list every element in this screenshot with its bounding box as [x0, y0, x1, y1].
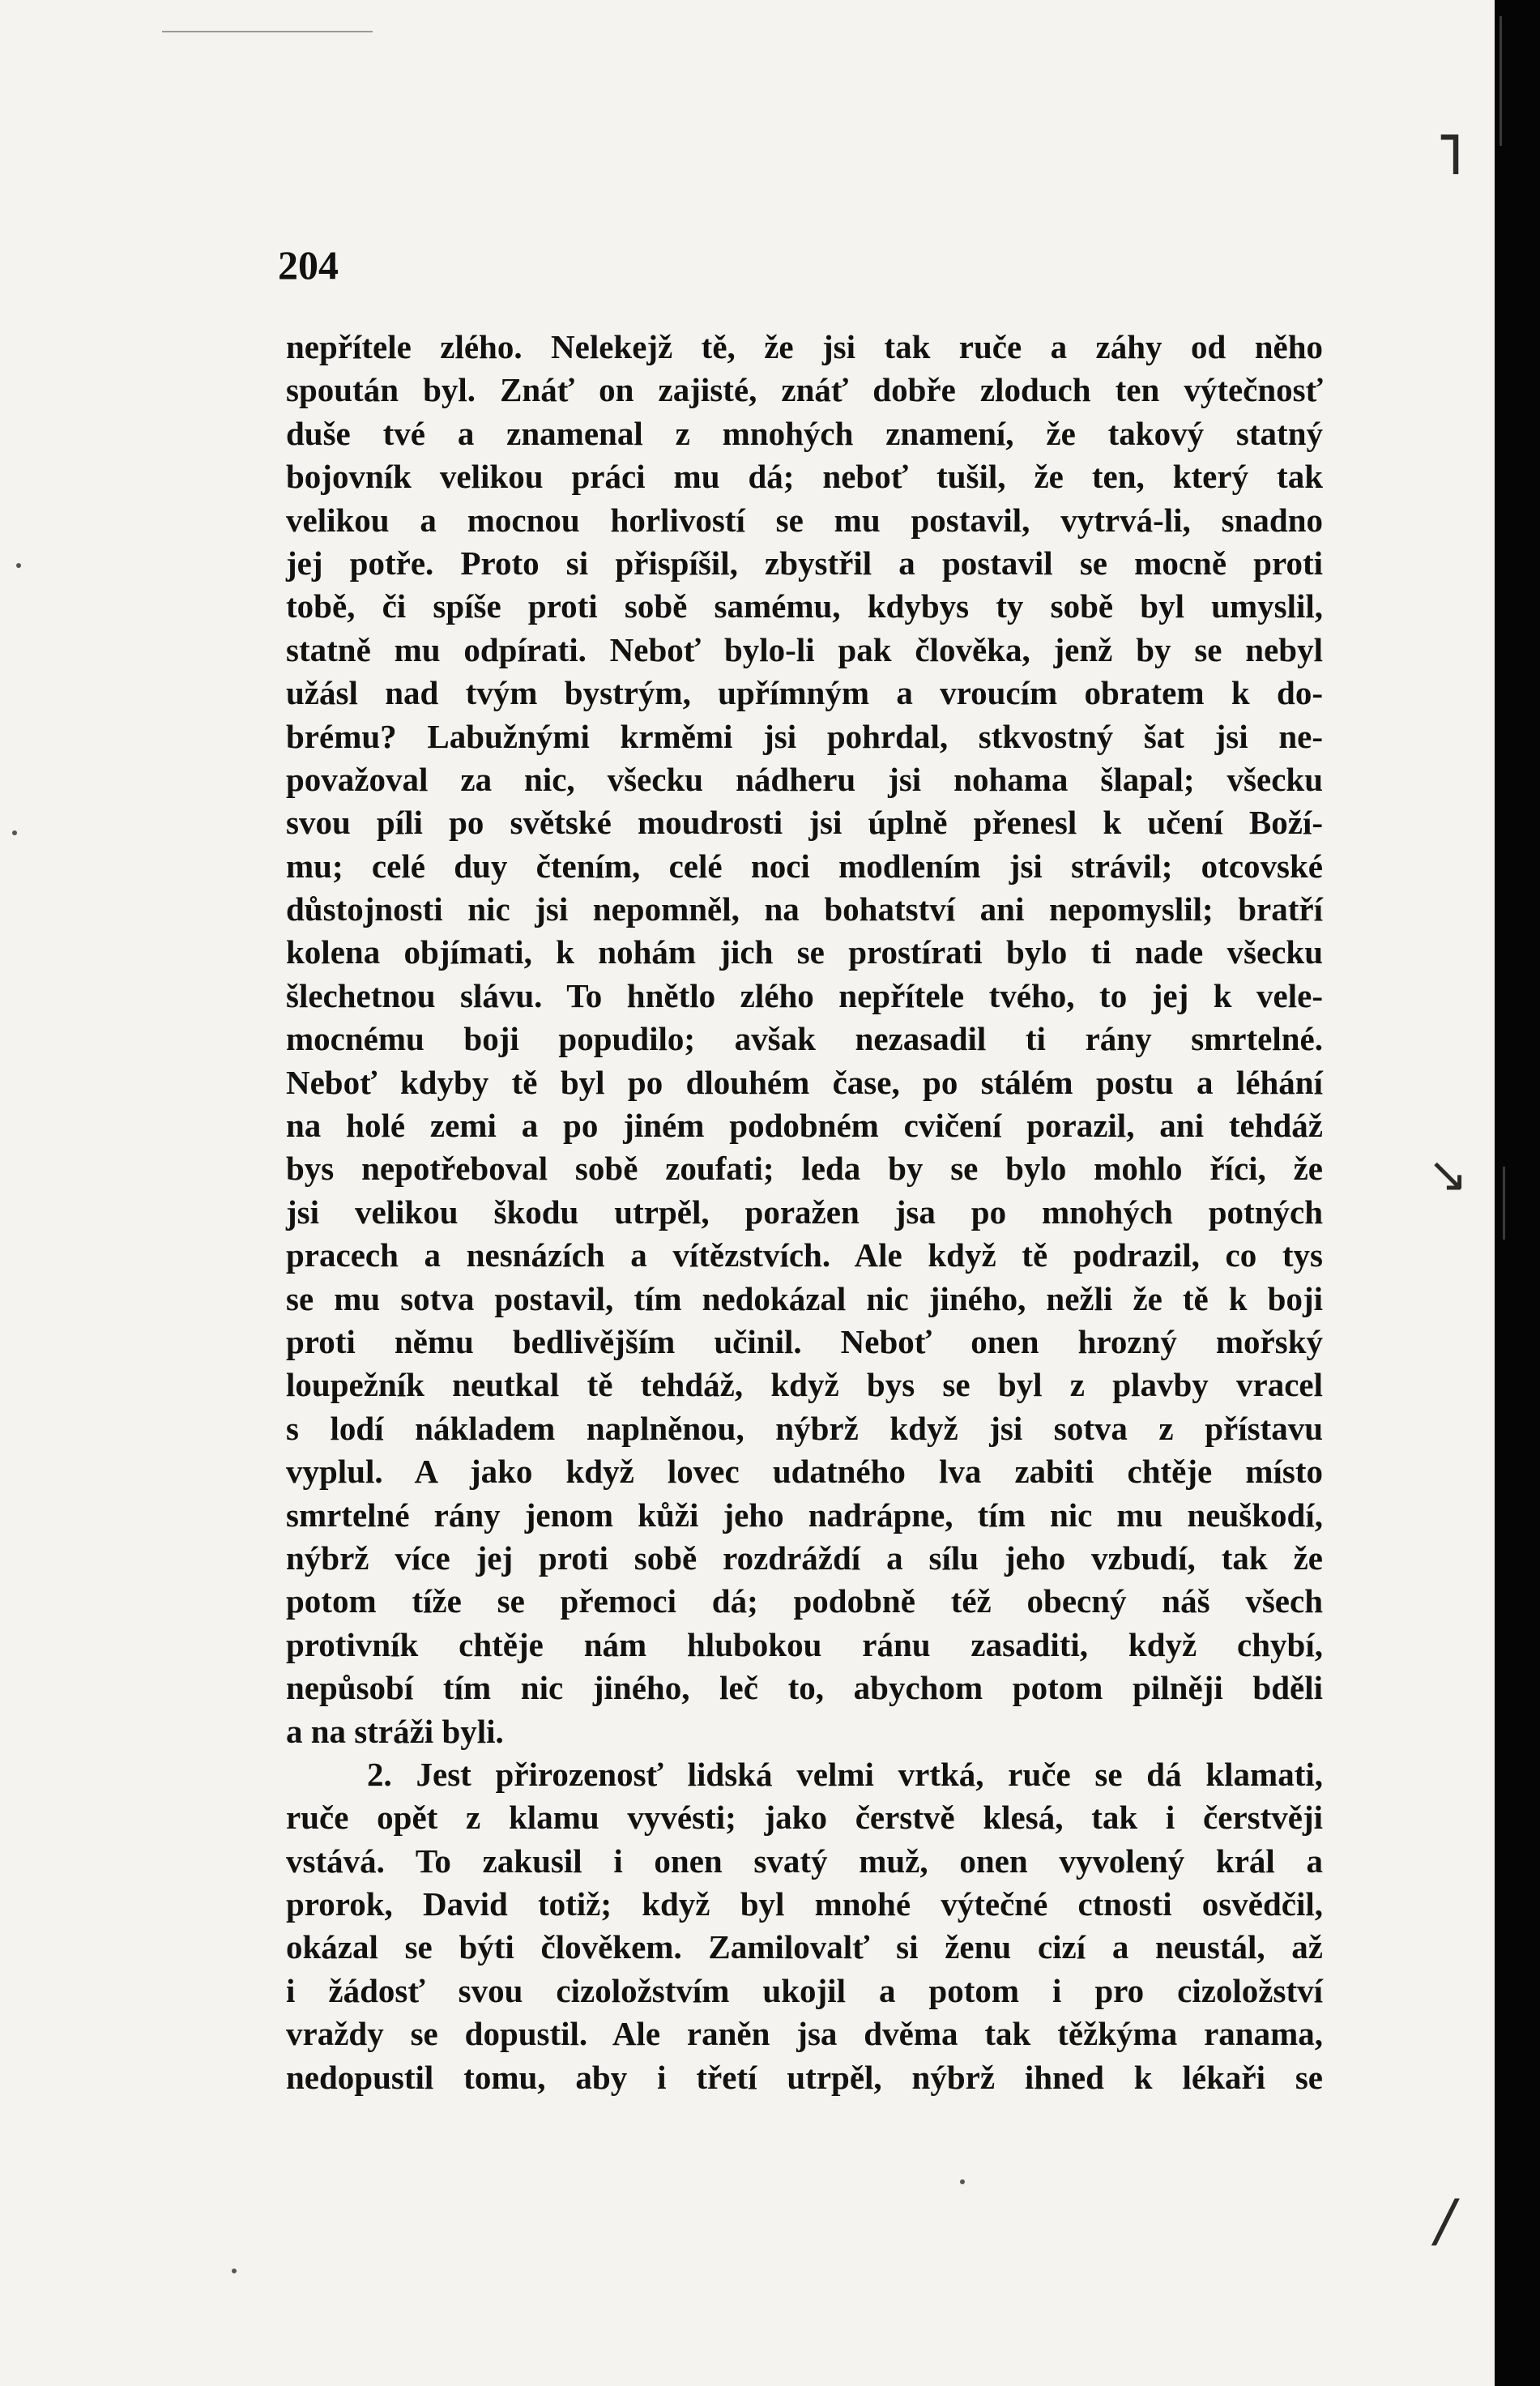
text-line: jsi velikou škodu utrpěl, poražen jsa po mnohých potných	[286, 1193, 1323, 1231]
text-line: nepůsobí tím nic jiného, leč to, abychom potom pilněji bděli	[286, 1669, 1323, 1707]
text-line: bojovník velikou práci mu dá; neboť tušil, že ten, který tak	[286, 458, 1323, 496]
text-line: i žádosť svou cizoložstvím ukojil a potom i pro cizoložství	[286, 1971, 1323, 2009]
text-line: ruče opět z klamu vyvésti; jako čerstvě klesá, tak i čerstvěji	[286, 1799, 1323, 1837]
text-line: svou píli po světské moudrosti jsi úplně přenesl k učení Boží-	[286, 804, 1323, 842]
text-line: bys nepotřeboval sobě zoufati; leda by se bylo mohlo říci, že	[286, 1150, 1323, 1188]
text-line: užásl nad tvým bystrým, upřímným a vroucím obratem k do-	[286, 674, 1323, 712]
text-line: se mu sotva postavil, tím nedokázal nic jiného, nežli že tě k boji	[286, 1279, 1323, 1317]
text-line: nýbrž více jej proti sobě rozdráždí a sílu jeho vzbudí, tak že	[286, 1539, 1323, 1577]
margin-scratch-mark: ˥	[1435, 122, 1464, 188]
body-text	[286, 326, 1323, 2099]
text-line: mu; celé duy čtením, celé noci modlením jsi strávil; otcovské	[286, 847, 1323, 885]
text-line: šlechetnou slávu. To hnětlo zlého nepřítele tvého, to jej k vele-	[286, 976, 1323, 1014]
text-line: nedopustil tomu, aby i třetí utrpěl, nýbrž ihned k lékaři se	[286, 2058, 1323, 2096]
scan-speck	[16, 563, 21, 568]
text-line: statně mu odpírati. Neboť bylo-li pak člověka, jenž by se nebyl	[286, 630, 1323, 668]
text-line: proti němu bedlivějším učinil. Neboť onen hrozný mořský	[286, 1322, 1323, 1360]
text-line: s lodí nákladem naplněnou, nýbrž když jsi sotva z přístavu	[286, 1409, 1323, 1447]
scan-speck	[12, 830, 17, 835]
text-line: důstojnosti nic jsi nepomněl, na bohatství ani nepomyslil; bratří	[286, 890, 1323, 928]
text-line: kolena objímati, k nohám jich se prostírati bylo ti nade všecku	[286, 933, 1323, 971]
text-line: okázal se býti člověkem. Zamilovalť si ženu cizí a neustál, až	[286, 1928, 1323, 1966]
page-number: 204	[278, 242, 339, 288]
text-line: pracech a nesnázích a vítězstvích. Ale když tě podrazil, co tys	[286, 1236, 1323, 1274]
text-line: na holé zemi a po jiném podobném cvičení porazil, ani tehdáž	[286, 1107, 1323, 1145]
text-line: vraždy se dopustil. Ale raněn jsa dvěma tak těžkýma ranama,	[286, 2015, 1323, 2053]
text-line: nepřítele zlého. Nelekejž tě, že jsi tak ruče a záhy od něho	[286, 328, 1323, 365]
text-line: smrtelné rány jenom kůži jeho nadrápne, tím nic mu neuškodí,	[286, 1496, 1323, 1534]
text-line: brému? Labužnými krměmi jsi pohrdal, stkvostný šat jsi ne-	[286, 717, 1323, 755]
margin-scratch	[1503, 1167, 1505, 1240]
text-line: jej potře. Proto si přispíšil, zbystřil a postavil se mocně proti	[286, 544, 1323, 582]
text-line: velikou a mocnou horlivostí se mu postavil, vytrvá-li, snadno	[286, 501, 1323, 539]
text-line: vyplul. A jako když lovec udatného lva zabiti chtěje místo	[286, 1453, 1323, 1491]
scan-speck	[960, 2179, 965, 2184]
scan-speck	[232, 2269, 237, 2273]
margin-scratch	[1499, 16, 1502, 146]
text-line-paragraph-start: 2. Jest přirozenosť lidská velmi vrtká, ruče se dá klamati,	[367, 1755, 1323, 1793]
text-line: tobě, či spíše proti sobě samému, kdybys ty sobě byl umyslil,	[286, 587, 1323, 625]
text-line-paragraph-end: a na stráži byli.	[286, 1712, 504, 1750]
margin-scratch-mark: ↘	[1427, 1146, 1469, 1203]
text-line: duše tvé a znamenal z mnohých znamení, že takový statný	[286, 414, 1323, 452]
text-line: potom tíže se přemoci dá; podobně též obecný náš všech	[286, 1582, 1323, 1620]
text-line: loupežník neutkal tě tehdáž, když bys se byl z plavby vracel	[286, 1366, 1323, 1404]
text-line: protivník chtěje nám hlubokou ránu zasaditi, když chybí,	[286, 1625, 1323, 1663]
text-line: prorok, David totiž; když byl mnohé výtečné ctnosti osvědčil,	[286, 1885, 1323, 1923]
margin-scratch-mark: /	[1435, 2188, 1455, 2254]
text-line: spoután byl. Znáť on zajisté, znáť dobře zloduch ten výtečnosť	[286, 371, 1323, 409]
text-line: mocnému boji popudilo; avšak nezasadil ti rány smrtelné.	[286, 1020, 1323, 1058]
text-line: vstává. To zakusil i onen svatý muž, onen vyvolený král a	[286, 1842, 1323, 1880]
text-line: Neboť kdyby tě byl po dlouhém čase, po stálém postu a léhání	[286, 1063, 1323, 1101]
scan-edge-line	[162, 31, 373, 32]
text-line: považoval za nic, všecku nádheru jsi nohama šlapal; všecku	[286, 760, 1323, 798]
scan-right-margin	[1495, 0, 1540, 2386]
